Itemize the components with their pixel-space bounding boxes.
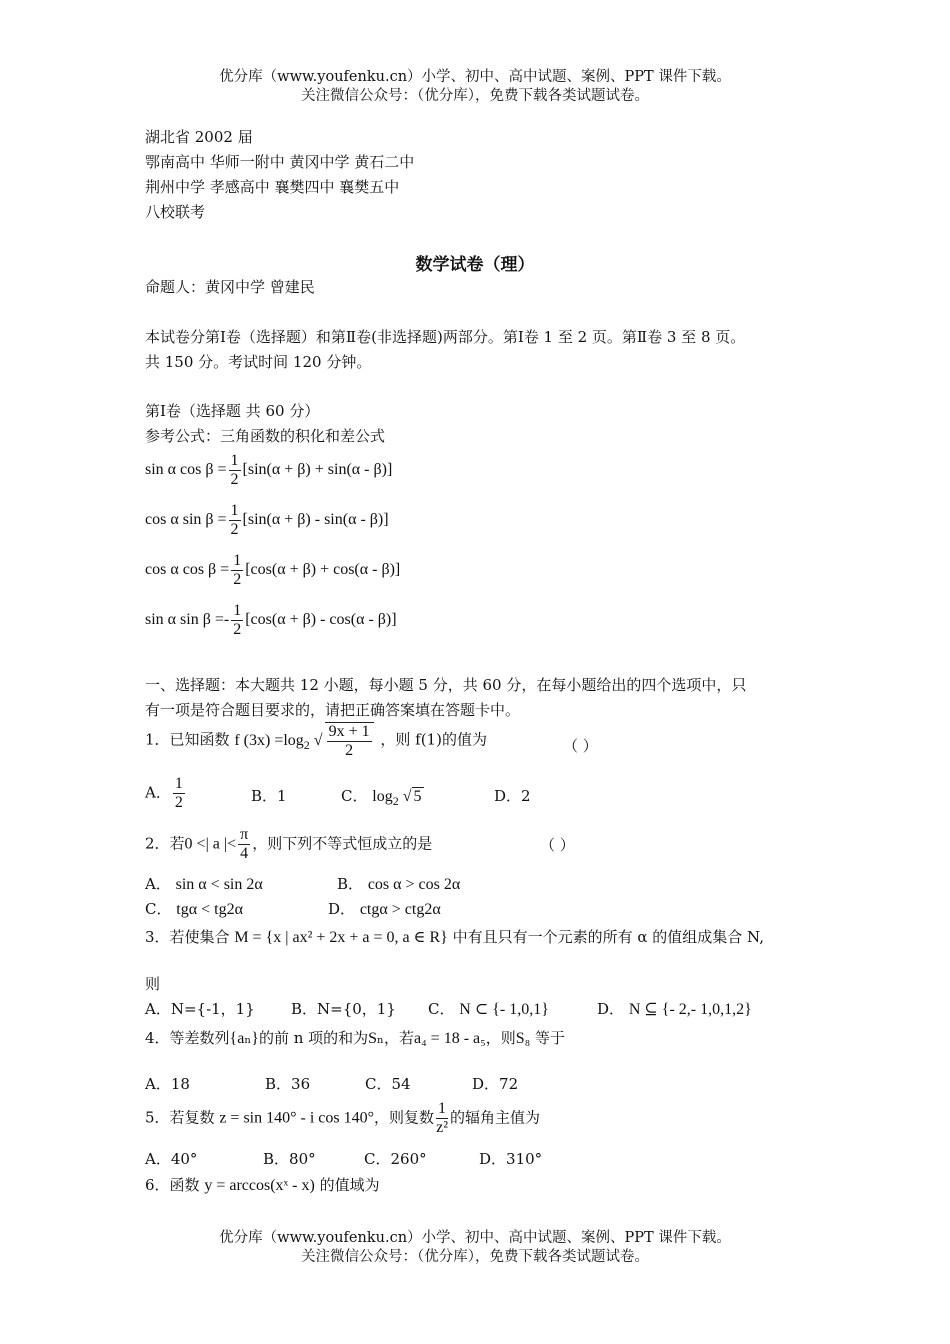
formula-2 [145,502,389,539]
formula-1 [145,452,392,489]
q5-prefix: 5．若复数 [145,1108,215,1127]
formula-3 [145,552,400,589]
q2-d-expr: ctgα > ctg2α [359,901,441,918]
exam-name: 八校联考 [145,203,206,221]
q5-option-c: C．260° [364,1150,427,1168]
q1-option-b: B．1 [251,787,287,805]
q5-z: z = sin 140° - i cos 140° [219,1109,375,1127]
q1-answer-paren: （ ） [563,737,598,755]
q3-d-label: D． [597,1000,625,1018]
section-1-line-2: 有一项是符合题目要求的，请把正确答案填在答题卡中。 [145,701,521,719]
question-6 [145,1174,380,1195]
formula-3-left: cos α cos β = [145,561,230,579]
q1-rad-num: 9x + 1 [328,723,370,740]
q4-prefix: 4．等差数列 [145,1029,230,1047]
q3-option-b: B．N={0，1} [291,1000,396,1018]
q4-s8: S₈ [515,1030,531,1047]
q3-option-d [597,998,752,1019]
q5-option-a: A．40° [145,1150,198,1168]
q2-option-b [337,873,460,894]
q6-prefix: 6．函数 [145,1176,200,1194]
formula-4-left: sin α sin β =- [145,611,230,629]
q2-c-expr: tgα < tg2α [176,901,243,918]
q4-cond: a₄ = 18 - a₅ [413,1030,486,1047]
q2-answer-paren: （ ） [540,836,575,854]
q1-a-den: 2 [174,794,183,811]
schools-line-1: 鄂南高中 华师一附中 黄冈中学 黄石二中 [145,153,415,171]
header-line-2: 关注微信公众号：（优分库），免费下载各类试题试卷。 [301,88,649,104]
q3-set: M = {x | ax² + 2x + a = 0, a ∈ R} [234,929,448,946]
q2-cond: 0 <| a |< [184,835,237,853]
q4-if: ，若 [383,1029,414,1047]
q2-option-c [145,898,243,919]
q1-log-base: 2 [303,737,310,752]
formula-1-right: [sin(α + β) + sin(α - β)] [242,461,393,479]
q5-num: 1 [438,1100,447,1117]
q2-a-label: A． [145,875,171,893]
question-1 [145,722,487,760]
author-line: 命题人：黄冈中学 曾建民 [145,278,315,296]
reference-heading: 参考公式：三角函数的积化和差公式 [145,427,386,445]
intro-line-2: 共 150 分。考试时间 120 分钟。 [145,353,372,371]
q1-c-log: log [372,788,393,805]
q3-then: 则 [145,975,161,993]
q1-c-expr: $\log_2$ √ 5 [372,788,422,809]
q1-a-label: A． [145,783,171,802]
formula-3-num: 1 [233,552,242,569]
q5-option-b: B．80° [263,1150,316,1168]
q1-option-d: D．2 [494,787,531,805]
formula-3-den: 2 [233,571,242,588]
q6-suffix: 的值域为 [319,1176,380,1194]
q4-option-b: B．36 [265,1075,311,1093]
q1-option-c [341,785,424,809]
q4-option-d: D．72 [472,1075,519,1093]
q2-a-expr: sin α < sin 2α [175,876,263,893]
formula-4 [145,602,397,639]
footer-line-2: 关注微信公众号：（优分库），免费下载各类试题试卷。 [301,1249,649,1265]
q2-c-label: C． [145,900,172,918]
formula-2-den: 2 [230,521,239,538]
formula-2-right: [sin(α + β) - sin(α - β)] [242,511,389,529]
question-3 [145,926,764,947]
q2-b-expr: cos α > cos 2α [367,876,461,893]
q4-eq: 等于 [534,1029,565,1047]
q1-c-base: 2 [392,794,399,809]
page-title: 数学试卷（理） [415,255,535,275]
q2-suffix: ，则下列不等式恒成立的是 [252,834,433,853]
q5-den: z² [436,1119,448,1136]
question-4 [145,1027,565,1048]
header-line-1: 优分库（www.youfenku.cn）小学、初中、高中试题、案例、PPT 课件下载。 [219,69,731,85]
page-header [0,68,950,106]
formula-3-right: [cos(α + β) + cos(α - β)] [245,561,401,579]
province-line: 湖北省 2002 届 [145,128,253,146]
q1-c-label: C． [341,787,368,805]
part-one-heading: 第Ⅰ卷（选择题 共 60 分） [145,402,320,420]
q5-option-d: D．310° [479,1150,543,1168]
question-5 [145,1100,540,1137]
q4-seq: {aₙ} [229,1030,259,1047]
q2-d-label: D． [328,900,356,918]
footer-line-1: 优分库（www.youfenku.cn）小学、初中、高中试题、案例、PPT 课件下载。 [219,1230,731,1246]
q3-c-label: C． [428,1000,455,1018]
q4-sn: Sₙ [368,1030,384,1047]
formula-4-right: [cos(α + β) - cos(α - β)] [245,611,397,629]
q3-option-c [428,998,549,1019]
q4-option-c: C．54 [365,1075,411,1093]
q3-c-expr: N ⊂ {- 1,0,1} [459,1001,549,1018]
q6-func: y = arccos(xˣ - x) [204,1177,315,1194]
q1-rad-den: 2 [345,742,354,759]
q1-suffix: ，则 f(1)的值为 [380,730,487,749]
q1-prefix: 1．已知函数 [145,730,230,749]
q3-suffix: 中有且只有一个元素的所有 α 的值组成集合 N, [452,928,764,946]
q2-pi: π [240,826,249,843]
intro-line-1: 本试卷分第Ⅰ卷（选择题）和第Ⅱ卷(非选择题)两部分。第Ⅰ卷 1 至 2 页。第Ⅱ卷 3 至 8 页。 [145,328,746,346]
q3-d-expr: N ⊆ {- 2,- 1,0,1,2} [628,1001,752,1018]
formula-1-num: 1 [230,452,239,469]
formula-1-left: sin α cos β = [145,461,227,479]
schools-line-2: 荆州中学 孝感高中 襄樊四中 襄樊五中 [145,178,400,196]
formula-2-left: cos α sin β = [145,511,227,529]
q4-mid: 的前 n 项的和为 [258,1029,369,1047]
section-1-line-1: 一、选择题：本大题共 12 小题，每小题 5 分，共 60 分，在每小题给出的四个选项中，只 [145,676,747,694]
formula-4-num: 1 [233,602,242,619]
q2-prefix: 2．若 [145,834,185,853]
q1-c-rad: 5 [413,788,422,805]
q3-prefix: 3．若使集合 [145,928,230,946]
q3-option-a: A．N={-1，1} [145,1000,255,1018]
page-footer [0,1229,950,1267]
q2-four: 4 [240,845,249,862]
question-2 [145,826,432,863]
q1-function: f $(3x) =\log_2$ √ $\frac{9x + 1}{2}$ [234,732,375,749]
q4-option-a: A．18 [145,1075,190,1093]
formula-1-den: 2 [230,471,239,488]
q2-b-label: B． [337,875,364,893]
q1-a-num: 1 [174,775,183,792]
q1-func-text: f (3x) =log [234,731,304,749]
q1-option-a [145,775,187,812]
formula-4-den: 2 [233,621,242,638]
q2-option-d [328,898,441,919]
q2-option-a [145,873,263,894]
q5-mid: ，则复数 [374,1108,435,1127]
q4-then: ，则 [485,1029,516,1047]
q5-suffix: 的辐角主值为 [450,1108,541,1127]
formula-2-num: 1 [230,502,239,519]
